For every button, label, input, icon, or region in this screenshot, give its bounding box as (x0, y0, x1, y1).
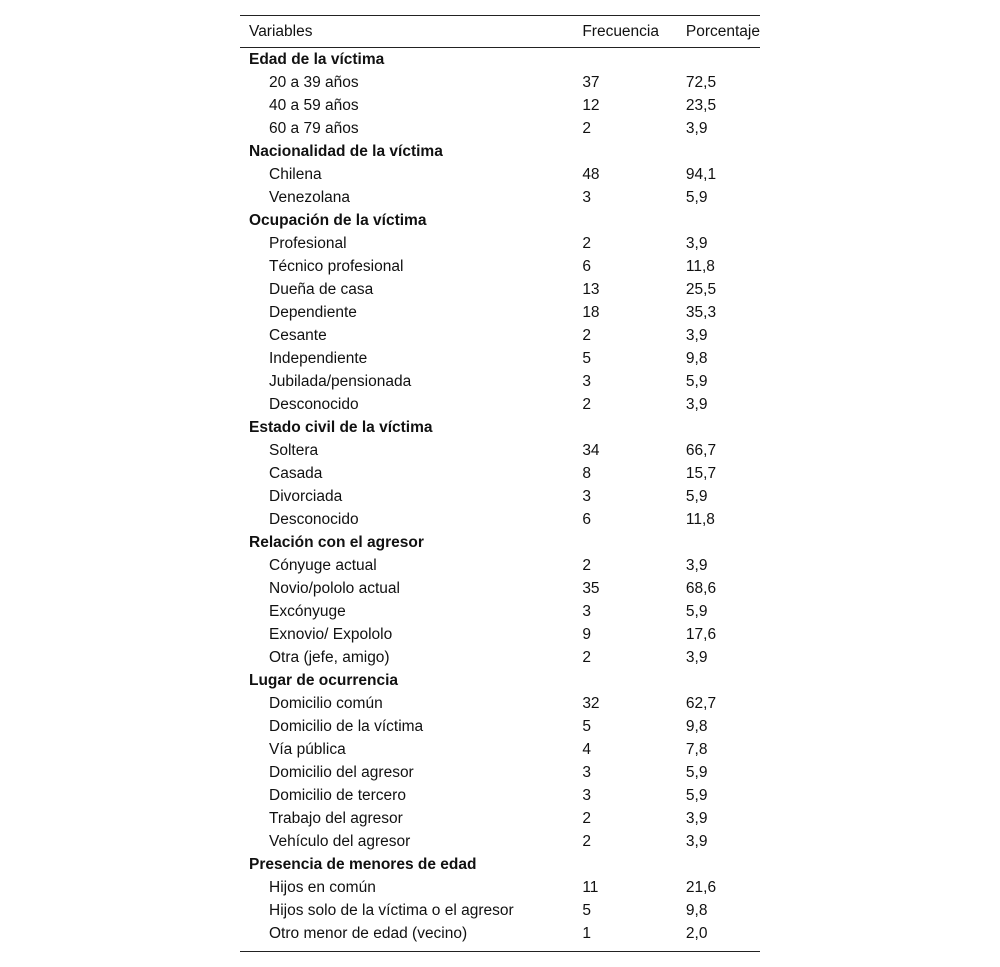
row-label: 20 a 39 años (269, 73, 359, 91)
section-empty-cell (686, 531, 760, 554)
table-row (240, 94, 760, 117)
table-row (240, 830, 760, 853)
section-empty-cell (686, 853, 760, 876)
row-frecuencia: 2 (582, 234, 591, 252)
table-row (240, 301, 760, 324)
row-label: Técnico profesional (269, 257, 404, 275)
section-empty-cell (582, 669, 686, 692)
row-label: Profesional (269, 234, 347, 252)
table-row (240, 232, 760, 255)
table-row (240, 554, 760, 577)
row-porcentaje: 66,7 (685, 441, 717, 459)
table-row (240, 784, 760, 807)
row-label: Otro menor de edad (vecino) (269, 924, 468, 942)
row-label: Jubilada/pensionada (269, 372, 412, 390)
row-frecuencia: 11 (582, 878, 599, 896)
row-porcentaje: 5,9 (685, 763, 708, 781)
section-title: Presencia de menores de edad (249, 855, 477, 873)
row-porcentaje: 9,8 (685, 717, 708, 735)
row-porcentaje: 72,5 (685, 73, 717, 91)
table-row (240, 646, 760, 669)
row-label: Dueña de casa (269, 280, 374, 298)
row-frecuencia: 3 (582, 602, 591, 620)
row-label: Dependiente (269, 303, 357, 321)
row-label: Domicilio común (269, 694, 383, 712)
row-label: Desconocido (269, 510, 359, 528)
table-row (240, 71, 760, 94)
row-frecuencia: 4 (582, 740, 591, 758)
row-porcentaje: 15,7 (685, 464, 717, 482)
section-title: Estado civil de la víctima (249, 418, 433, 436)
row-porcentaje: 62,7 (685, 694, 717, 712)
section-empty-cell (582, 48, 686, 72)
table-row (240, 393, 760, 416)
row-label: Exnovio/ Expololo (269, 625, 393, 643)
row-label: Domicilio de tercero (269, 786, 406, 804)
section-empty-cell (686, 669, 760, 692)
row-label: Chilena (269, 165, 322, 183)
row-frecuencia: 2 (582, 556, 591, 574)
row-label: Excónyuge (269, 602, 346, 620)
table-row (240, 876, 760, 899)
table-row (240, 324, 760, 347)
table-row (240, 738, 760, 761)
header-variables: Variables (249, 22, 313, 40)
row-label: Hijos en común (269, 878, 376, 896)
section-empty-cell (582, 853, 686, 876)
section-title: Edad de la víctima (249, 50, 385, 68)
header-porcentaje: Porcentaje (685, 22, 760, 40)
row-frecuencia: 32 (582, 694, 600, 712)
row-frecuencia: 3 (582, 372, 591, 390)
row-frecuencia: 9 (582, 625, 591, 643)
row-porcentaje: 25,5 (685, 280, 717, 298)
table-row (240, 899, 760, 922)
data-table-container (240, 15, 760, 945)
table-row (240, 255, 760, 278)
section-row (240, 669, 760, 692)
row-porcentaje: 9,8 (685, 901, 708, 919)
row-porcentaje: 5,9 (685, 372, 708, 390)
table-body (240, 48, 760, 946)
row-frecuencia: 3 (582, 786, 591, 804)
section-title: Nacionalidad de la víctima (249, 142, 443, 160)
row-porcentaje: 23,5 (685, 96, 717, 114)
row-frecuencia: 3 (582, 487, 591, 505)
row-porcentaje: 5,9 (685, 188, 708, 206)
row-frecuencia: 5 (582, 901, 591, 919)
table-row (240, 761, 760, 784)
row-porcentaje: 3,9 (685, 809, 708, 827)
row-porcentaje: 17,6 (685, 625, 717, 643)
section-title: Relación con el agresor (249, 533, 424, 551)
section-row (240, 853, 760, 876)
section-empty-cell (686, 416, 760, 439)
table-row (240, 922, 760, 945)
table-bottom-rule (240, 951, 760, 952)
row-frecuencia: 5 (582, 349, 591, 367)
section-title: Lugar de ocurrencia (249, 671, 399, 689)
row-label: Cesante (269, 326, 327, 344)
table-row (240, 347, 760, 370)
section-row (240, 209, 760, 232)
variables-table (240, 15, 760, 945)
row-porcentaje: 11,8 (685, 257, 715, 275)
section-row (240, 531, 760, 554)
section-title: Ocupación de la víctima (249, 211, 427, 229)
row-porcentaje: 21,6 (685, 878, 717, 896)
row-label: Hijos solo de la víctima o el agresor (269, 901, 514, 919)
row-porcentaje: 3,9 (685, 832, 708, 850)
row-porcentaje: 5,9 (685, 786, 708, 804)
table-row (240, 577, 760, 600)
section-empty-cell (686, 209, 760, 232)
row-label: Otra (jefe, amigo) (269, 648, 390, 666)
row-label: Vehículo del agresor (269, 832, 411, 850)
row-frecuencia: 2 (582, 395, 591, 413)
table-row (240, 278, 760, 301)
row-frecuencia: 3 (582, 188, 591, 206)
table-row (240, 623, 760, 646)
row-porcentaje: 3,9 (685, 119, 708, 137)
row-frecuencia: 12 (582, 96, 600, 114)
row-frecuencia: 18 (582, 303, 600, 321)
row-label: Novio/pololo actual (269, 579, 400, 597)
row-porcentaje: 35,3 (685, 303, 717, 321)
row-label: 40 a 59 años (269, 96, 359, 114)
row-porcentaje: 3,9 (685, 556, 708, 574)
section-empty-cell (582, 531, 686, 554)
row-porcentaje: 9,8 (685, 349, 708, 367)
row-label: Domicilio del agresor (269, 763, 414, 781)
row-porcentaje: 11,8 (685, 510, 715, 528)
row-porcentaje: 5,9 (685, 487, 708, 505)
row-label: Vía pública (269, 740, 346, 758)
row-frecuencia: 13 (582, 280, 600, 298)
table-row (240, 692, 760, 715)
row-label: Independiente (269, 349, 368, 367)
table-row (240, 807, 760, 830)
header-row (240, 16, 760, 48)
section-row (240, 416, 760, 439)
section-empty-cell (582, 140, 686, 163)
row-porcentaje: 3,9 (685, 648, 708, 666)
section-row (240, 140, 760, 163)
row-porcentaje: 94,1 (685, 165, 717, 183)
section-empty-cell (582, 416, 686, 439)
header-frecuencia: Frecuencia (582, 22, 659, 40)
row-label: Trabajo del agresor (269, 809, 403, 827)
table-header (240, 16, 760, 48)
table-row (240, 508, 760, 531)
row-porcentaje: 68,6 (685, 579, 717, 597)
row-label: Desconocido (269, 395, 359, 413)
row-porcentaje: 5,9 (685, 602, 708, 620)
section-empty-cell (686, 48, 760, 72)
row-label: Casada (269, 464, 323, 482)
table-row (240, 485, 760, 508)
row-frecuencia: 2 (582, 119, 591, 137)
row-label: Cónyuge actual (269, 556, 377, 574)
row-frecuencia: 2 (582, 326, 591, 344)
row-frecuencia: 3 (582, 763, 591, 781)
row-frecuencia: 5 (582, 717, 591, 735)
row-label: Domicilio de la víctima (269, 717, 424, 735)
table-row (240, 462, 760, 485)
section-row (240, 48, 760, 72)
table-row (240, 117, 760, 140)
row-porcentaje: 3,9 (685, 234, 708, 252)
row-label: Venezolana (269, 188, 351, 206)
table-row (240, 600, 760, 623)
row-frecuencia: 37 (582, 73, 600, 91)
row-frecuencia: 6 (582, 257, 591, 275)
row-label: Soltera (269, 441, 319, 459)
row-label: 60 a 79 años (269, 119, 359, 137)
row-frecuencia: 35 (582, 579, 600, 597)
table-row (240, 370, 760, 393)
section-empty-cell (582, 209, 686, 232)
row-frecuencia: 48 (582, 165, 600, 183)
table-row (240, 439, 760, 462)
row-frecuencia: 2 (582, 832, 591, 850)
row-label: Divorciada (269, 487, 343, 505)
table-row (240, 163, 760, 186)
row-frecuencia: 1 (582, 924, 591, 942)
table-row (240, 715, 760, 738)
row-porcentaje: 3,9 (685, 326, 708, 344)
row-frecuencia: 34 (582, 441, 600, 459)
row-frecuencia: 2 (582, 809, 591, 827)
row-frecuencia: 6 (582, 510, 591, 528)
table-row (240, 186, 760, 209)
row-porcentaje: 7,8 (685, 740, 708, 758)
section-empty-cell (686, 140, 760, 163)
row-frecuencia: 8 (582, 464, 591, 482)
row-porcentaje: 3,9 (685, 395, 708, 413)
row-frecuencia: 2 (582, 648, 591, 666)
row-porcentaje: 2,0 (685, 924, 708, 942)
